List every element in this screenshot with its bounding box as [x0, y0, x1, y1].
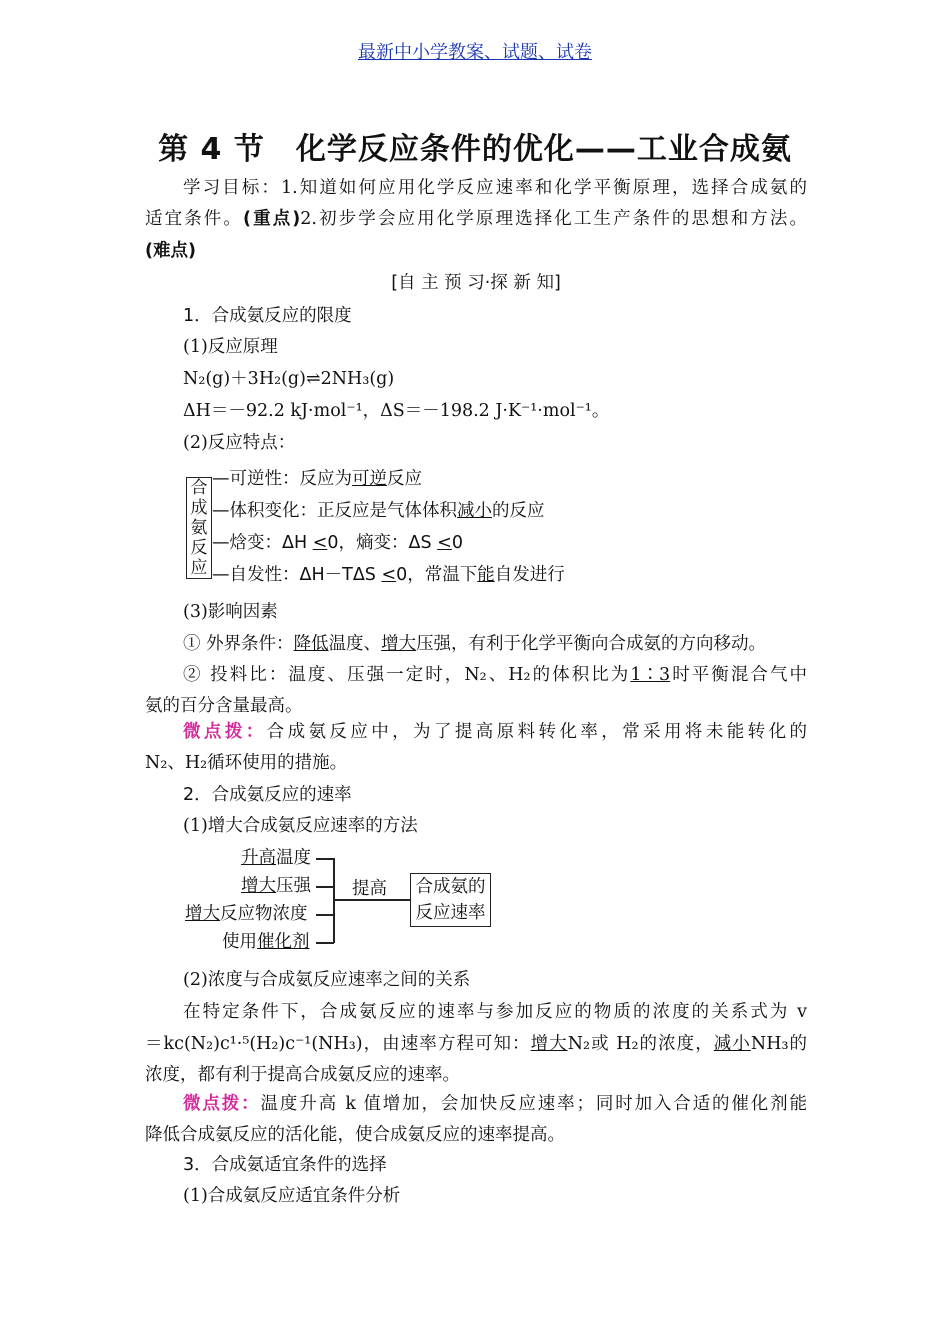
tip-1-line-2: N₂、H₂循环使用的措施。: [145, 753, 348, 773]
connector-vertical: [333, 858, 335, 943]
section-2-heading: 2．合成氨反应的速率: [183, 785, 352, 805]
suitable-conditions-label: (1)合成氨反应适宜条件分析: [183, 1186, 401, 1206]
feature-enthalpy-entropy: —焓变：ΔH <0，熵变：ΔS <0: [212, 533, 463, 553]
feature-reversibility: —可逆性：反应为可逆反应: [212, 469, 422, 489]
reaction-principle-label: (1)反应原理: [183, 337, 278, 357]
rate-eq-line-2: ＝kc(N₂)c¹·⁵(H₂)c⁻¹(NH₃)，由速率方程可知：增大N₂或 H₂的浓度，减小NH₃的: [145, 1034, 808, 1054]
rate-methods-label: (1)增大合成氨反应速率的方法: [183, 816, 418, 836]
tip-label: 微点拨：: [183, 722, 267, 742]
feed-ratio-line-2: 氨的百分含量最高。: [145, 696, 303, 716]
rate-eq-line-3: 浓度，都有利于提高合成氨反应的速率。: [145, 1065, 460, 1085]
method-use-catalyst: 使用催化剂: [222, 932, 310, 952]
section-banner: [自 主 预 习·探 新 知]: [391, 273, 561, 293]
method-increase-concentration: 增大反应物浓度: [185, 904, 308, 924]
difficult-point-tag: (难点): [145, 241, 196, 261]
method-increase-pressure: 增大压强: [241, 876, 311, 896]
connector: [316, 886, 334, 888]
tip-label: 微点拨：: [183, 1094, 261, 1114]
arrow-label: 提高: [352, 879, 387, 899]
objectives-line-2: 适宜条件。(重点)2.初步学会应用化学原理选择化工生产条件的思想和方法。: [145, 209, 807, 229]
connector: [316, 914, 334, 916]
feature-spontaneity: —自发性：ΔH－TΔS <0，常温下能自发进行: [212, 565, 565, 585]
tip-2-line-2: 降低合成氨反应的活化能，使合成氨反应的速率提高。: [145, 1125, 565, 1145]
key-point-tag: (重点): [243, 209, 301, 229]
header-link[interactable]: 最新中小学教案、试题、试卷: [358, 42, 592, 63]
connector: [316, 942, 334, 944]
feature-volume-change: —体积变化：正反应是气体体积减小的反应: [212, 501, 545, 521]
concentration-rate-label: (2)浓度与合成氨反应速率之间的关系: [183, 970, 471, 990]
reaction-equation: N₂(g)＋3H₂(g)⇌2NH₃(g): [183, 369, 395, 389]
rate-eq-line-1: 在特定条件下，合成氨反应的速率与参加反应的物质的浓度的关系式为 v: [183, 1002, 807, 1022]
result-box: 合成氨的 反应速率: [410, 873, 491, 927]
feed-ratio-line-1: ② 投料比：温度、压强一定时，N₂、H₂的体积比为1∶3时平衡混合气中: [183, 665, 808, 685]
connector: [316, 858, 334, 860]
influence-factors-label: (3)影响因素: [183, 602, 278, 622]
method-raise-temperature: 升高温度: [241, 848, 311, 868]
thermo-values: ΔH＝－92.2 kJ·mol⁻¹，ΔS＝－198.2 J·K⁻¹·mol⁻¹。: [183, 401, 610, 421]
tip-1-line-1: 微点拨：合成氨反应中，为了提高原料转化率，常采用将未能转化的: [183, 722, 807, 742]
tip-2-line-1: 微点拨：温度升高 k 值增加，会加快反应速率；同时加入合适的催化剂能: [183, 1094, 808, 1114]
page-title: 第 4 节 化学反应条件的优化——工业合成氨: [158, 132, 792, 167]
synthesis-ammonia-box: 合 成 氨 反 应: [186, 477, 212, 579]
external-conditions: ① 外界条件：降低温度、增大压强，有利于化学平衡向合成氨的方向移动。: [183, 634, 767, 654]
section-3-heading: 3．合成氨适宜条件的选择: [183, 1155, 387, 1175]
reaction-features-label: (2)反应特点：: [183, 433, 296, 453]
objectives-line-1: 学习目标：1.知道如何应用化学反应速率和化学平衡原理，选择合成氨的: [183, 178, 807, 198]
section-1-heading: 1．合成氨反应的限度: [183, 306, 352, 326]
